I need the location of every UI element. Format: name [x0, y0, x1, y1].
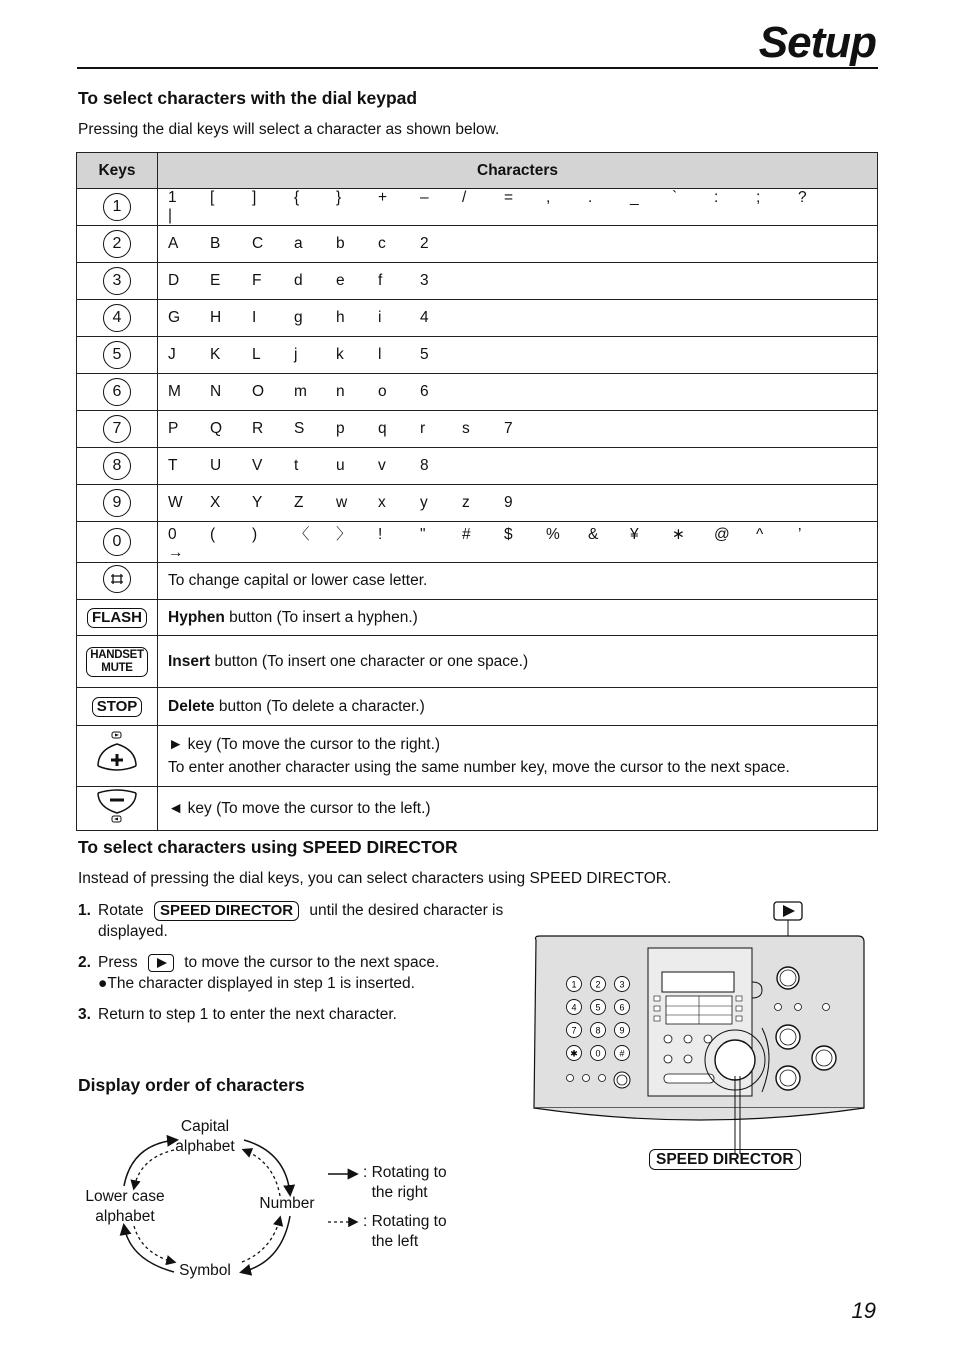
dial-key-4: 4 — [103, 304, 131, 332]
character: O — [252, 383, 265, 400]
node-label-line: Capital — [180, 1118, 230, 1135]
keypad-key — [615, 1046, 630, 1061]
keypad-key-label: ✱ — [570, 1048, 578, 1059]
character: ! — [378, 526, 383, 543]
table-row — [77, 485, 878, 522]
flash-key: FLASH — [87, 608, 147, 628]
table-cell-description — [158, 726, 878, 787]
character: z — [462, 494, 470, 511]
keypad-key — [591, 1046, 606, 1061]
character: q — [378, 420, 387, 437]
character: ’ — [798, 526, 802, 543]
character: : — [714, 189, 719, 206]
keypad-key-label: 7 — [571, 1025, 577, 1036]
handset-mute-key — [86, 647, 148, 677]
character: 1 — [168, 189, 177, 206]
steps-list — [78, 900, 548, 1035]
section-heading-dial-keypad: To select characters with the dial keypad — [78, 88, 418, 108]
stop-key: STOP — [92, 697, 143, 717]
keypad-key-label: 0 — [595, 1048, 601, 1059]
key-cell — [77, 563, 158, 600]
keypad-key — [567, 977, 582, 992]
character: 3 — [420, 272, 429, 289]
keypad-key — [591, 1000, 606, 1015]
node-label-line: alphabet — [175, 1138, 235, 1155]
key-label-line2: MUTE — [101, 661, 133, 674]
keypad-key-label: 6 — [619, 1002, 625, 1013]
character: } — [336, 189, 342, 206]
step-number: 2. — [78, 954, 91, 971]
character: 0 — [168, 526, 177, 543]
table-cell-characters — [158, 226, 878, 263]
step-text-part: to move the cursor to the next space. — [184, 954, 440, 971]
character: 〈 — [294, 526, 310, 543]
character: n — [336, 383, 345, 400]
character: @ — [714, 526, 730, 543]
dial-key-7: 7 — [103, 415, 131, 443]
dial-key-1: 1 — [103, 193, 131, 221]
legend-rotating-right: : Rotating to the right — [363, 1164, 447, 1201]
table-cell-characters — [158, 189, 878, 226]
keypad-key — [591, 977, 606, 992]
character: 7 — [504, 420, 513, 437]
character: ∗ — [672, 526, 685, 543]
table-cell-characters — [158, 300, 878, 337]
table-cell-description — [158, 688, 878, 726]
key-cell — [77, 485, 158, 522]
character: K — [210, 346, 221, 363]
character: x — [378, 494, 386, 511]
dial-key-8: 8 — [103, 452, 131, 480]
section-heading-display-order: Display order of characters — [78, 1075, 305, 1095]
character: 〉 — [336, 526, 352, 543]
character: ) — [252, 526, 258, 543]
hash-key-icon — [103, 565, 131, 593]
character-table — [76, 152, 878, 831]
table-row-stop — [77, 688, 878, 726]
legend-rotating-left: : Rotating to the left — [363, 1213, 447, 1250]
character: i — [378, 309, 382, 326]
speed-director-key: SPEED DIRECTOR — [154, 901, 299, 921]
key-label-line1: HANDSET — [90, 648, 144, 661]
character: r — [420, 420, 426, 437]
character: 2 — [420, 235, 429, 252]
table-cell-description: To change capital or lower case letter. — [158, 563, 878, 600]
legend-arrows — [326, 1166, 362, 1232]
character: X — [210, 494, 221, 511]
key-cell — [77, 337, 158, 374]
character: 4 — [420, 309, 429, 326]
table-cell-description — [158, 600, 878, 636]
character: ] — [252, 189, 257, 206]
table-row-hash — [77, 563, 878, 600]
description-line: To enter another character using the same number key, move the cursor to the next space. — [168, 759, 790, 776]
character: E — [210, 272, 221, 289]
section-heading-speed-director: To select characters using SPEED DIRECTOR — [78, 837, 458, 857]
character: 9 — [504, 494, 513, 511]
table-row-handset-mute — [77, 636, 878, 688]
character: ` — [672, 189, 678, 206]
character: # — [462, 526, 471, 543]
step-text-part: Press — [98, 954, 138, 971]
action-description: button (To insert a hyphen.) — [224, 608, 418, 626]
action-description: button (To delete a character.) — [214, 697, 425, 715]
key-cell — [77, 411, 158, 448]
keypad-key-label: 8 — [595, 1025, 601, 1036]
character: { — [294, 189, 300, 206]
dial-key-0: 0 — [103, 528, 131, 556]
key-cell — [77, 522, 158, 563]
key-cell — [77, 189, 158, 226]
character: V — [252, 457, 263, 474]
action-name: Delete — [168, 697, 215, 715]
table-row-left-key — [77, 787, 878, 831]
node-capital-alphabet — [170, 1117, 240, 1157]
keypad-key — [567, 1023, 582, 1038]
step-text: Return to step 1 to enter the next character. — [98, 1006, 397, 1023]
character: ; — [756, 189, 761, 206]
volume-plus-right-key-icon — [95, 730, 139, 778]
character: B — [210, 235, 221, 252]
section-intro-speed-director: Instead of pressing the dial keys, you can select characters using SPEED DIRECTOR. — [78, 870, 672, 887]
key-cell — [77, 636, 158, 688]
character: S — [294, 420, 305, 437]
column-header-keys: Keys — [77, 153, 158, 189]
table-cell-characters — [158, 448, 878, 485]
table-cell-characters — [158, 522, 878, 563]
character: p — [336, 420, 345, 437]
node-symbol: Symbol — [179, 1262, 231, 1279]
table-cell-characters — [158, 337, 878, 374]
table-row-right-key — [77, 726, 878, 787]
character: 6 — [420, 383, 429, 400]
character: W — [168, 494, 183, 511]
keypad-key — [591, 1023, 606, 1038]
table-cell-characters — [158, 411, 878, 448]
action-name: Insert — [168, 652, 211, 670]
list-item — [78, 952, 548, 994]
character: Y — [252, 494, 263, 511]
character: N — [210, 383, 222, 400]
character: / — [462, 189, 467, 206]
character: % — [546, 526, 560, 543]
table-row — [77, 226, 878, 263]
page-number: 19 — [851, 1298, 876, 1323]
keypad-key — [567, 1046, 582, 1061]
character: = — [504, 189, 514, 206]
character: L — [252, 346, 261, 363]
character: I — [252, 309, 257, 326]
character: 5 — [420, 346, 429, 363]
character: C — [252, 235, 264, 252]
table-cell-description — [158, 636, 878, 688]
character: A — [168, 235, 179, 252]
keypad-key — [567, 1000, 582, 1015]
character: , — [546, 189, 551, 206]
character: j — [294, 346, 298, 363]
character: w — [336, 494, 348, 511]
volume-minus-left-key-icon — [95, 787, 139, 825]
key-cell — [77, 263, 158, 300]
character: a — [294, 235, 303, 252]
character: l — [378, 346, 382, 363]
table-row — [77, 337, 878, 374]
dial-key-2: 2 — [103, 230, 131, 258]
description-line: ► key (To move the cursor to the right.) — [168, 736, 441, 753]
table-row — [77, 300, 878, 337]
table-row — [77, 522, 878, 563]
character: c — [378, 235, 386, 252]
dial-key-5: 5 — [103, 341, 131, 369]
character: " — [420, 526, 426, 543]
character: – — [420, 189, 429, 206]
character: b — [336, 235, 345, 252]
node-label-line: alphabet — [95, 1208, 155, 1225]
keypad-key-label: 4 — [571, 1002, 577, 1013]
character: [ — [210, 189, 215, 206]
list-item — [78, 1004, 548, 1025]
character: s — [462, 420, 470, 437]
table-cell-characters — [158, 374, 878, 411]
keypad-key — [615, 977, 630, 992]
node-number: Number — [259, 1195, 315, 1212]
character: . — [588, 189, 593, 206]
character: M — [168, 383, 181, 400]
character: & — [588, 526, 599, 543]
key-cell — [77, 300, 158, 337]
node-lower-case-alphabet — [78, 1187, 172, 1227]
character: _ — [630, 189, 639, 206]
keypad-key — [615, 1023, 630, 1038]
dial-key-3: 3 — [103, 267, 131, 295]
action-description: button (To insert one character or one space.) — [210, 652, 529, 670]
step-text-part: until the desired character is displayed. — [98, 902, 504, 940]
character: u — [336, 457, 345, 474]
character: k — [336, 346, 344, 363]
key-cell — [77, 787, 158, 831]
character: F — [252, 272, 262, 289]
character: G — [168, 309, 181, 326]
step-text-part: Rotate — [98, 902, 144, 919]
character: o — [378, 383, 387, 400]
step-number: 3. — [78, 1006, 91, 1023]
character: U — [210, 457, 222, 474]
right-arrow-key-icon — [148, 954, 174, 972]
character: T — [168, 457, 178, 474]
key-cell — [77, 726, 158, 787]
character: t — [294, 457, 299, 474]
dial-key-9: 9 — [103, 489, 131, 517]
character: m — [294, 383, 307, 400]
list-item — [78, 900, 548, 942]
keypad-key-label: 5 — [595, 1002, 601, 1013]
character: → — [168, 544, 184, 561]
key-cell — [77, 374, 158, 411]
step-number: 1. — [78, 902, 91, 919]
column-header-characters: Characters — [158, 153, 878, 189]
keypad-key-label: 3 — [619, 979, 625, 990]
table-row-flash — [77, 600, 878, 636]
table-cell-characters — [158, 485, 878, 522]
character: d — [294, 272, 303, 289]
key-cell — [77, 448, 158, 485]
character: J — [168, 346, 176, 363]
table-row — [77, 374, 878, 411]
character: | — [168, 207, 173, 224]
character: Z — [294, 494, 304, 511]
step-text — [98, 900, 548, 942]
key-cell — [77, 600, 158, 636]
section-intro-dial-keypad: Pressing the dial keys will select a character as shown below. — [78, 121, 500, 138]
step-subnote: ●The character displayed in step 1 is inserted. — [98, 975, 415, 992]
title-rule — [77, 67, 878, 69]
character: Q — [210, 420, 223, 437]
step-text — [98, 952, 439, 994]
action-name: Hyphen — [168, 608, 225, 626]
character: D — [168, 272, 180, 289]
character: R — [252, 420, 264, 437]
character: 8 — [420, 457, 429, 474]
character: ¥ — [630, 526, 639, 543]
right-arrow-key-icon — [774, 902, 802, 920]
keypad-key-label: 2 — [595, 979, 601, 990]
speed-director-label: SPEED DIRECTOR — [649, 1149, 801, 1170]
key-cell — [77, 688, 158, 726]
table-cell-characters — [158, 263, 878, 300]
keypad-key-label: 9 — [619, 1025, 625, 1036]
fax-device-illustration — [530, 896, 870, 1176]
table-row — [77, 411, 878, 448]
table-row — [77, 189, 878, 226]
character: ? — [798, 189, 807, 206]
keypad-key-label: 1 — [571, 979, 577, 990]
table-cell-description: ◄ key (To move the cursor to the left.) — [158, 787, 878, 831]
table-row — [77, 263, 878, 300]
character: y — [420, 494, 428, 511]
character: g — [294, 309, 303, 326]
dial-key-6: 6 — [103, 378, 131, 406]
character: ( — [210, 526, 216, 543]
character: h — [336, 309, 345, 326]
character: v — [378, 457, 386, 474]
character: ^ — [756, 526, 764, 543]
key-cell — [77, 226, 158, 263]
character: H — [210, 309, 222, 326]
node-label-line: Lower case — [85, 1188, 165, 1205]
character: + — [378, 189, 388, 206]
character: $ — [504, 526, 513, 543]
character: e — [336, 272, 345, 289]
table-row — [77, 448, 878, 485]
keypad-key — [615, 1000, 630, 1015]
character: f — [378, 272, 383, 289]
page-title: Setup — [758, 18, 876, 67]
character: P — [168, 420, 179, 437]
keypad-key-label: # — [619, 1048, 625, 1059]
